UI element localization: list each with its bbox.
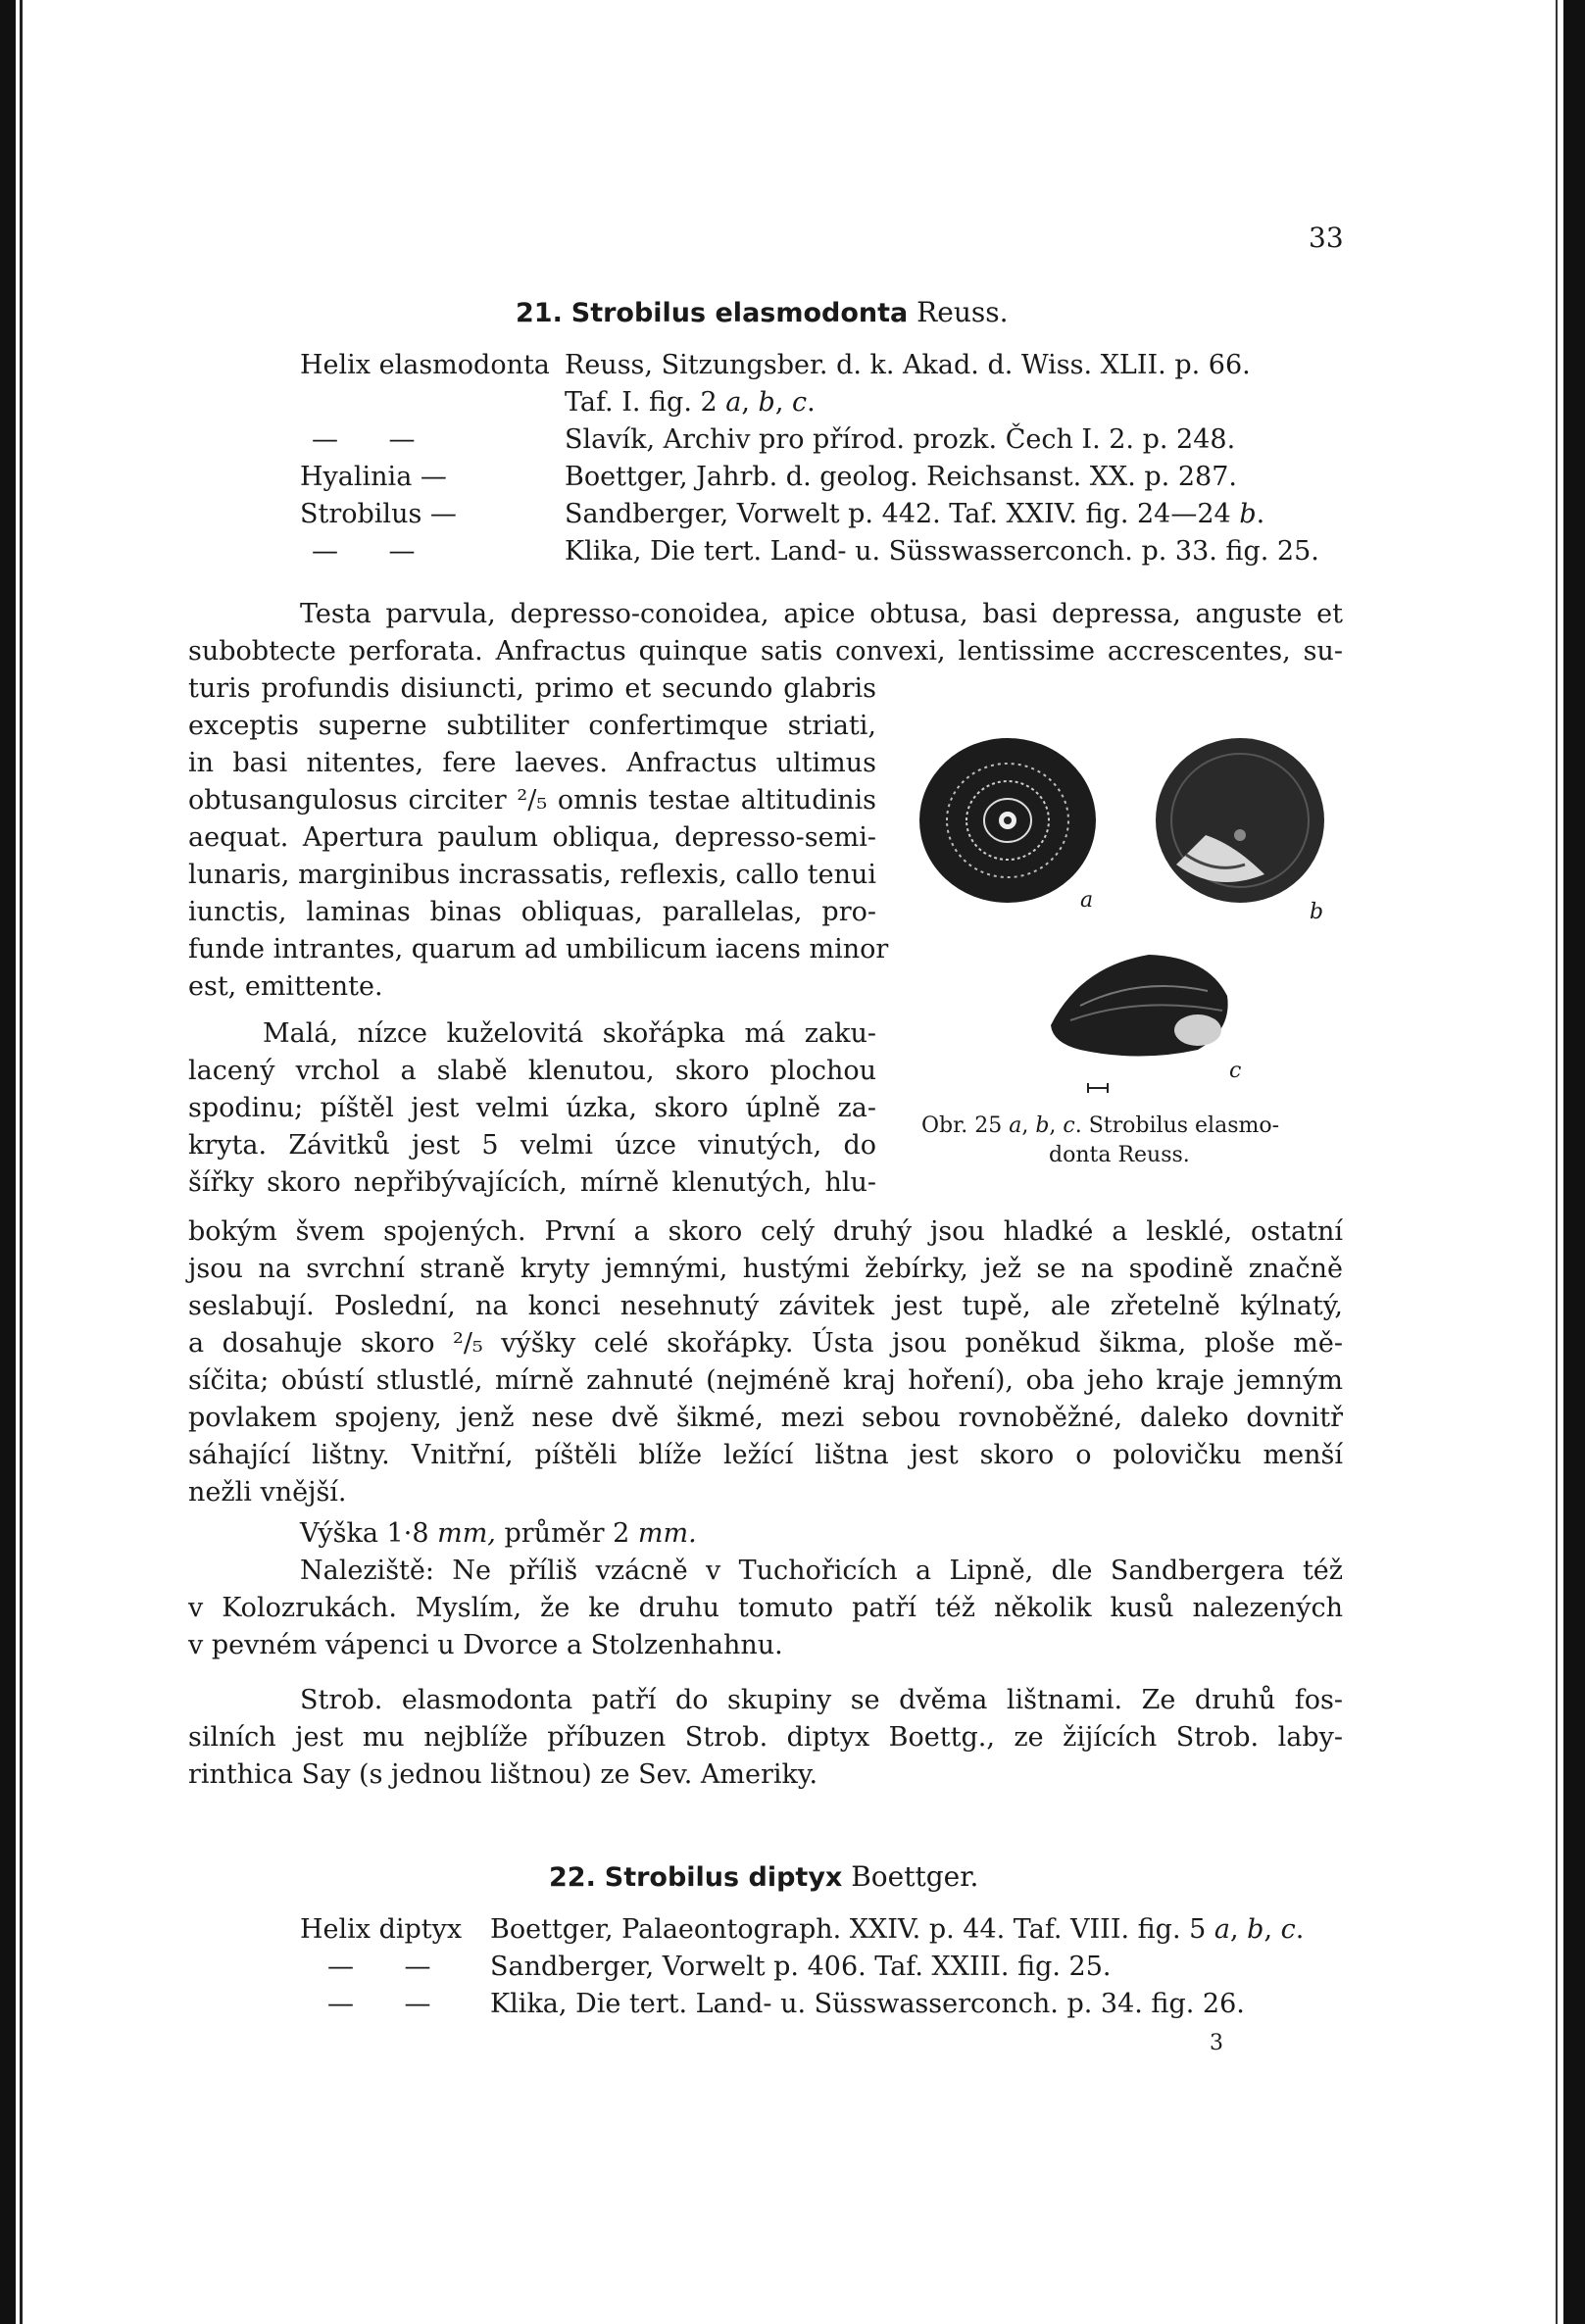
synonym-reference: Sandberger, Vorwelt p. 442. Taf. XXIV. fig. 24—24 b. bbox=[565, 499, 1265, 529]
section-22-number: 22. bbox=[549, 1862, 596, 1893]
section-22-author: Boettger. bbox=[851, 1860, 979, 1893]
latin-line: in basi nitentes, fere laeves. Anfractus ultimus bbox=[188, 748, 876, 778]
remarks-line: Strob. elasmodonta patří do skupiny se dvěma lištnami. Ze druhů fos- bbox=[300, 1685, 1343, 1715]
section-21-species: Strobilus elasmodonta bbox=[570, 298, 909, 328]
shell-lateral-view bbox=[1041, 947, 1237, 1064]
locality-line: v pevném vápenci u Dvorce a Stolzenhahnu. bbox=[188, 1630, 783, 1660]
remarks-line: silních jest mu nejblíže příbuzen Strob. diptyx Boettg., ze žijících Strob. laby- bbox=[188, 1722, 1343, 1753]
synonym-reference-cont: Taf. I. fig. 2 a, b, c. bbox=[565, 387, 816, 418]
scan-border-left-inner bbox=[20, 0, 23, 2324]
shell-basal-view bbox=[1147, 727, 1333, 914]
synonym-name: — — bbox=[327, 1989, 431, 2019]
section-21-author: Reuss. bbox=[916, 296, 1009, 328]
czech-line: bokým švem spojených. První a skoro celý druhý jsou hladké a lesklé, ostatní bbox=[188, 1216, 1343, 1247]
synonym-reference: Sandberger, Vorwelt p. 406. Taf. XXIII. fig. 25. bbox=[490, 1952, 1112, 1982]
latin-line: est, emittente. bbox=[188, 971, 383, 1002]
czech-line: lacený vrchol a slabě klenutou, skoro plochou bbox=[188, 1056, 876, 1086]
remarks-line: rinthica Say (s jednou lištnou) ze Sev. Ameriky. bbox=[188, 1759, 818, 1790]
signature-mark: 3 bbox=[1210, 2031, 1223, 2055]
scale-bar bbox=[1086, 1082, 1110, 1094]
latin-line: lunaris, marginibus incrassatis, reflexis, callo tenui bbox=[188, 860, 876, 890]
czech-line: kryta. Závitků jest 5 velmi úzce vinutých, do bbox=[188, 1130, 876, 1161]
latin-line: subobtecte perforata. Anfractus quinque satis convexi, lentissime accrescentes, su- bbox=[188, 636, 1343, 667]
synonym-reference: Boettger, Jahrb. d. geolog. Reichsanst. XX. p. 287. bbox=[565, 462, 1237, 492]
figure-label-b: b bbox=[1310, 900, 1324, 924]
section-21-number: 21. bbox=[516, 298, 563, 328]
figure-caption-line1: Obr. 25 a, b, c. Strobilus elasmo- bbox=[921, 1113, 1280, 1138]
czech-line: šířky skoro nepřibývajících, mírně klenutých, hlu- bbox=[188, 1167, 876, 1198]
latin-line: funde intrantes, quarum ad umbilicum iacens minor bbox=[188, 934, 889, 964]
dims-unit: mm. bbox=[637, 1518, 697, 1549]
latin-line: exceptis superne subtiliter confertimque striati, bbox=[188, 711, 876, 741]
synonym-name: — — bbox=[327, 1952, 431, 1982]
latin-line: aequat. Apertura paulum obliqua, depresso-semi- bbox=[188, 822, 876, 853]
synonym-name: — — bbox=[312, 424, 416, 455]
section-22-species: Strobilus diptyx bbox=[604, 1862, 843, 1893]
latin-line: obtusangulosus circiter ²/₅ omnis testae altitudinis bbox=[188, 785, 876, 816]
synonym-reference: Klika, Die tert. Land- u. Süsswasserconch. p. 33. fig. 25. bbox=[565, 536, 1319, 567]
czech-line: sáhající lištny. Vnitřní, píštěli blíže ležící lištna jest skoro o polovičku menší bbox=[188, 1440, 1343, 1470]
page-number: 33 bbox=[1309, 222, 1344, 254]
czech-line: a dosahuje skoro ²/₅ výšky celé skořápky. Ústa jsou poněkud šikma, ploše mě- bbox=[188, 1328, 1343, 1359]
synonym-name: — — bbox=[312, 536, 416, 567]
czech-line: povlakem spojeny, jenž nese dvě šikmé, mezi sebou rovnoběžné, daleko dovnitř bbox=[188, 1403, 1343, 1433]
scan-border-right-inner bbox=[1556, 0, 1558, 2324]
dimensions-line bbox=[300, 1515, 697, 1553]
synonym-reference: Klika, Die tert. Land- u. Süsswasserconch. p. 34. fig. 26. bbox=[490, 1989, 1245, 2019]
locality-line: v Kolozrukách. Myslím, že ke druhu tomuto patří též několik kusů nalezených bbox=[188, 1593, 1343, 1623]
synonym-name: Helix elasmodonta bbox=[300, 350, 550, 380]
synonym-reference: Boettger, Palaeontograph. XXIV. p. 44. Taf. VIII. fig. 5 a, b, c. bbox=[490, 1914, 1305, 1945]
synonym-name: Hyalinia — bbox=[300, 462, 447, 492]
czech-line: síčita; obústí stlustlé, mírně zahnuté (nejméně kraj hoření), oba jeho kraje jemným bbox=[188, 1365, 1343, 1396]
section-21-heading bbox=[516, 296, 1009, 328]
czech-line: seslabují. Poslední, na konci nesehnutý závitek jest tupě, ale zřetelně kýlnatý, bbox=[188, 1291, 1343, 1321]
dims-diameter: průměr 2 bbox=[504, 1518, 630, 1549]
figure-label-a: a bbox=[1080, 888, 1094, 913]
dims-height: Výška 1·8 bbox=[300, 1518, 429, 1549]
latin-line: iunctis, laminas binas obliquas, parallelas, pro- bbox=[188, 897, 876, 927]
czech-line: jsou na svrchní straně kryty jemnými, hustými žebírky, jež se na spodině značně bbox=[188, 1254, 1343, 1284]
latin-line: turis profundis disiuncti, primo et secundo glabris bbox=[188, 673, 876, 704]
dims-unit: mm, bbox=[437, 1518, 496, 1549]
synonym-name: Strobilus — bbox=[300, 499, 457, 529]
scan-border-right bbox=[1563, 0, 1585, 2324]
shell-apical-view bbox=[910, 727, 1106, 914]
synonym-name: Helix diptyx bbox=[300, 1914, 463, 1945]
section-22-heading bbox=[549, 1860, 978, 1893]
czech-line: nežli vnější. bbox=[188, 1477, 347, 1508]
czech-line: spodinu; píštěl jest velmi úzka, skoro úplně za- bbox=[188, 1093, 876, 1123]
czech-line: Malá, nízce kuželovitá skořápka má zaku- bbox=[263, 1018, 876, 1049]
locality-line: Naleziště: Ne příliš vzácně v Tuchořicích a Lipně, dle Sandbergera též bbox=[300, 1556, 1343, 1586]
latin-line: Testa parvula, depresso-conoidea, apice obtusa, basi depressa, anguste et bbox=[300, 599, 1343, 629]
figure-label-c: c bbox=[1229, 1059, 1242, 1083]
synonym-reference: Reuss, Sitzungsber. d. k. Akad. d. Wiss. XLII. p. 66. bbox=[565, 350, 1251, 380]
synonym-reference: Slavík, Archiv pro přírod. prozk. Čech I. 2. p. 248. bbox=[565, 424, 1236, 455]
figure-caption-line2: donta Reuss. bbox=[1049, 1143, 1190, 1167]
scan-border-left bbox=[0, 0, 16, 2324]
